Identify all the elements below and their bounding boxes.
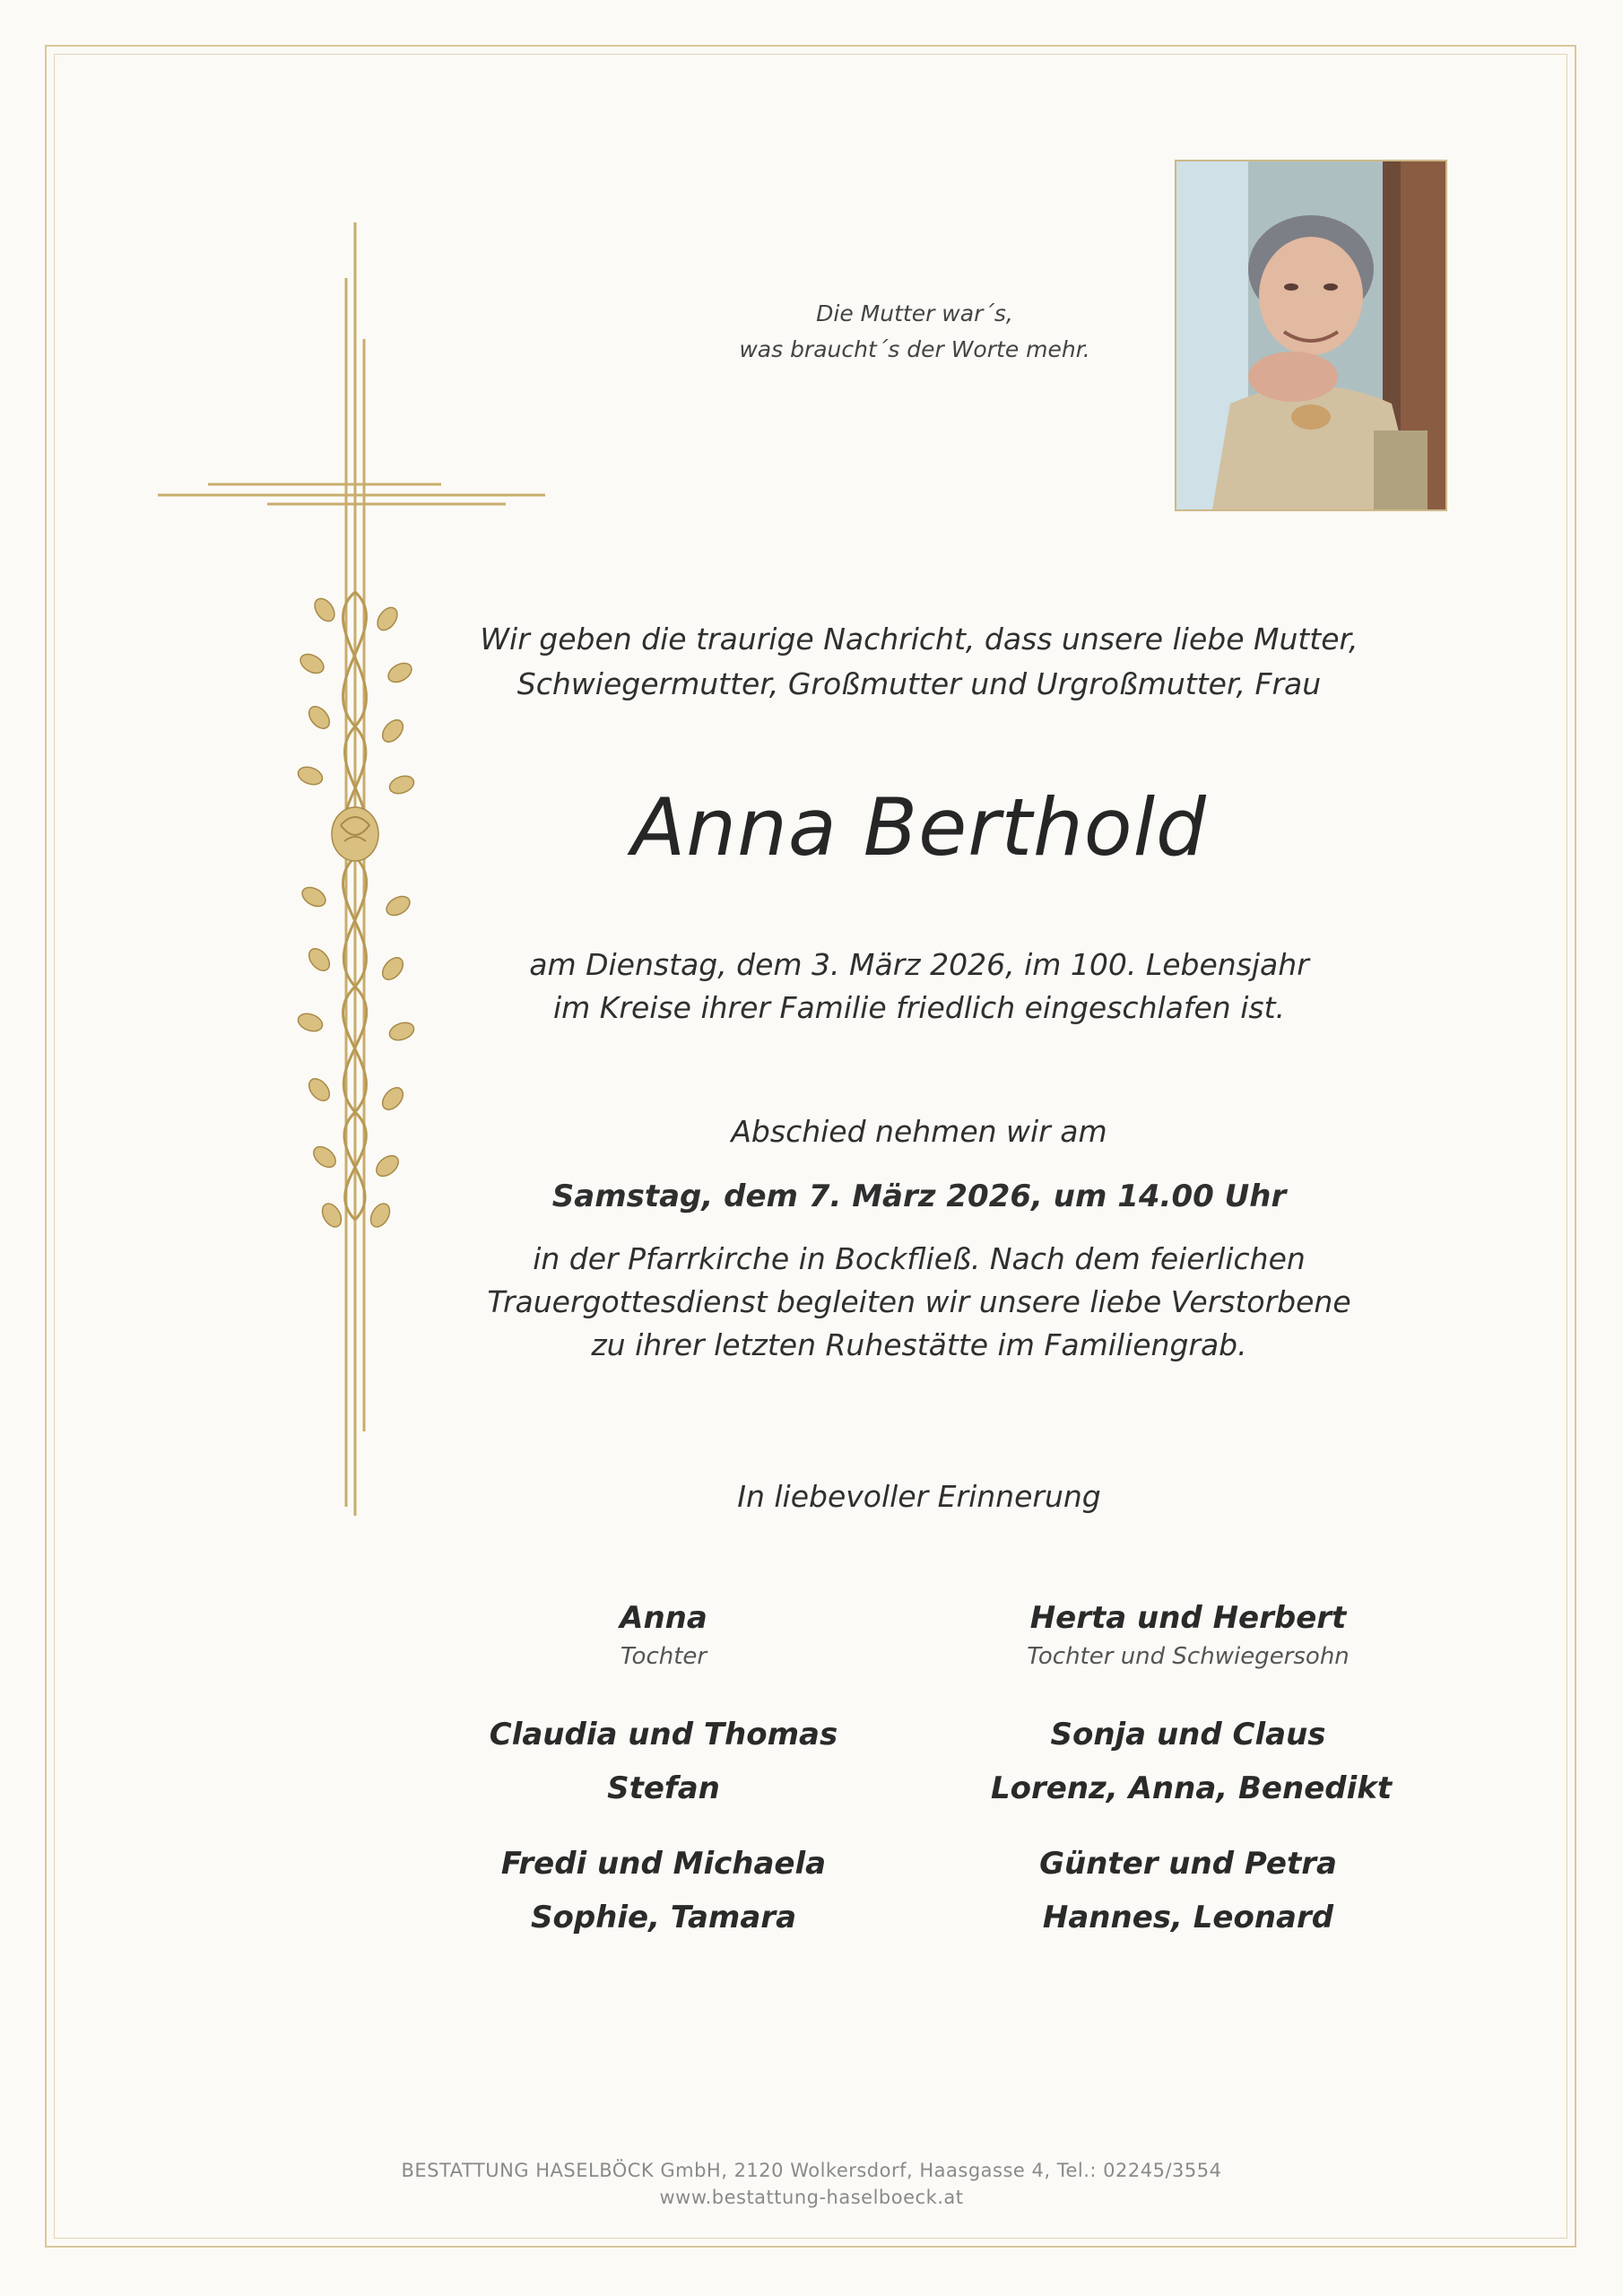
mourner-name: Sonja und Claus	[1050, 1717, 1326, 1752]
quote-line-2: was braucht´s der Worte mehr.	[739, 336, 1090, 362]
mourner-relation: Tochter	[620, 1643, 707, 1670]
service-details	[448, 1238, 1390, 1367]
in-memory-heading: In liebevoller Erinnerung	[737, 1479, 1101, 1514]
mourner-name: Lorenz, Anna, Benedikt	[991, 1770, 1393, 1806]
intro-line-2: Schwiegermutter, Großmutter und Urgroßmutter, Frau	[516, 666, 1322, 701]
farewell-intro: Abschied nehmen wir am	[731, 1114, 1107, 1149]
quote-line-1: Die Mutter war´s,	[816, 300, 1013, 326]
service-date: Samstag, dem 7. März 2026, um 14.00 Uhr	[551, 1178, 1287, 1214]
portrait-image	[1176, 161, 1445, 509]
death-notice	[448, 944, 1390, 1030]
mourner-name: Herta und Herbert	[1029, 1600, 1347, 1636]
deceased-name: Anna Berthold	[631, 781, 1207, 874]
mourner-name: Claudia und Thomas	[489, 1717, 838, 1752]
footer-address: BESTATTUNG HASELBÖCK GmbH, 2120 Wolkersdorf, Haasgasse 4, Tel.: 02245/3554	[401, 2160, 1222, 2181]
footer-website[interactable]: www.bestattung-haselboeck.at	[659, 2187, 964, 2208]
service-line-3: zu ihrer letzten Ruhestätte im Familiengrab.	[591, 1327, 1247, 1362]
portrait-photo	[1175, 160, 1447, 511]
quote	[574, 296, 1255, 368]
mourner-name: Stefan	[607, 1770, 720, 1806]
intro-line-1: Wir geben die traurige Nachricht, dass unsere liebe Mutter,	[480, 622, 1358, 657]
death-line-1: am Dienstag, dem 3. März 2026, im 100. Lebensjahr	[529, 947, 1309, 982]
mourner-name: Hannes, Leonard	[1042, 1900, 1334, 1935]
mourner-relation: Tochter und Schwiegersohn	[1027, 1643, 1350, 1670]
mourner-name: Günter und Petra	[1039, 1846, 1337, 1882]
mourner-name: Anna	[620, 1600, 707, 1636]
death-line-2: im Kreise ihrer Familie friedlich eingeschlafen ist.	[552, 990, 1285, 1025]
mourners-right-column	[991, 1596, 1393, 1939]
mourners-left-column	[466, 1596, 861, 1939]
mourner-name: Fredi und Michaela	[500, 1846, 827, 1882]
service-line-2: Trauergottesdienst begleiten wir unsere liebe Verstorbene	[487, 1284, 1351, 1319]
announcement-intro	[448, 617, 1390, 707]
mourner-name: Sophie, Tamara	[530, 1900, 797, 1935]
funeral-home-footer	[359, 2157, 1264, 2211]
service-line-1: in der Pfarrkirche in Bockfließ. Nach dem feierlichen	[533, 1241, 1306, 1276]
